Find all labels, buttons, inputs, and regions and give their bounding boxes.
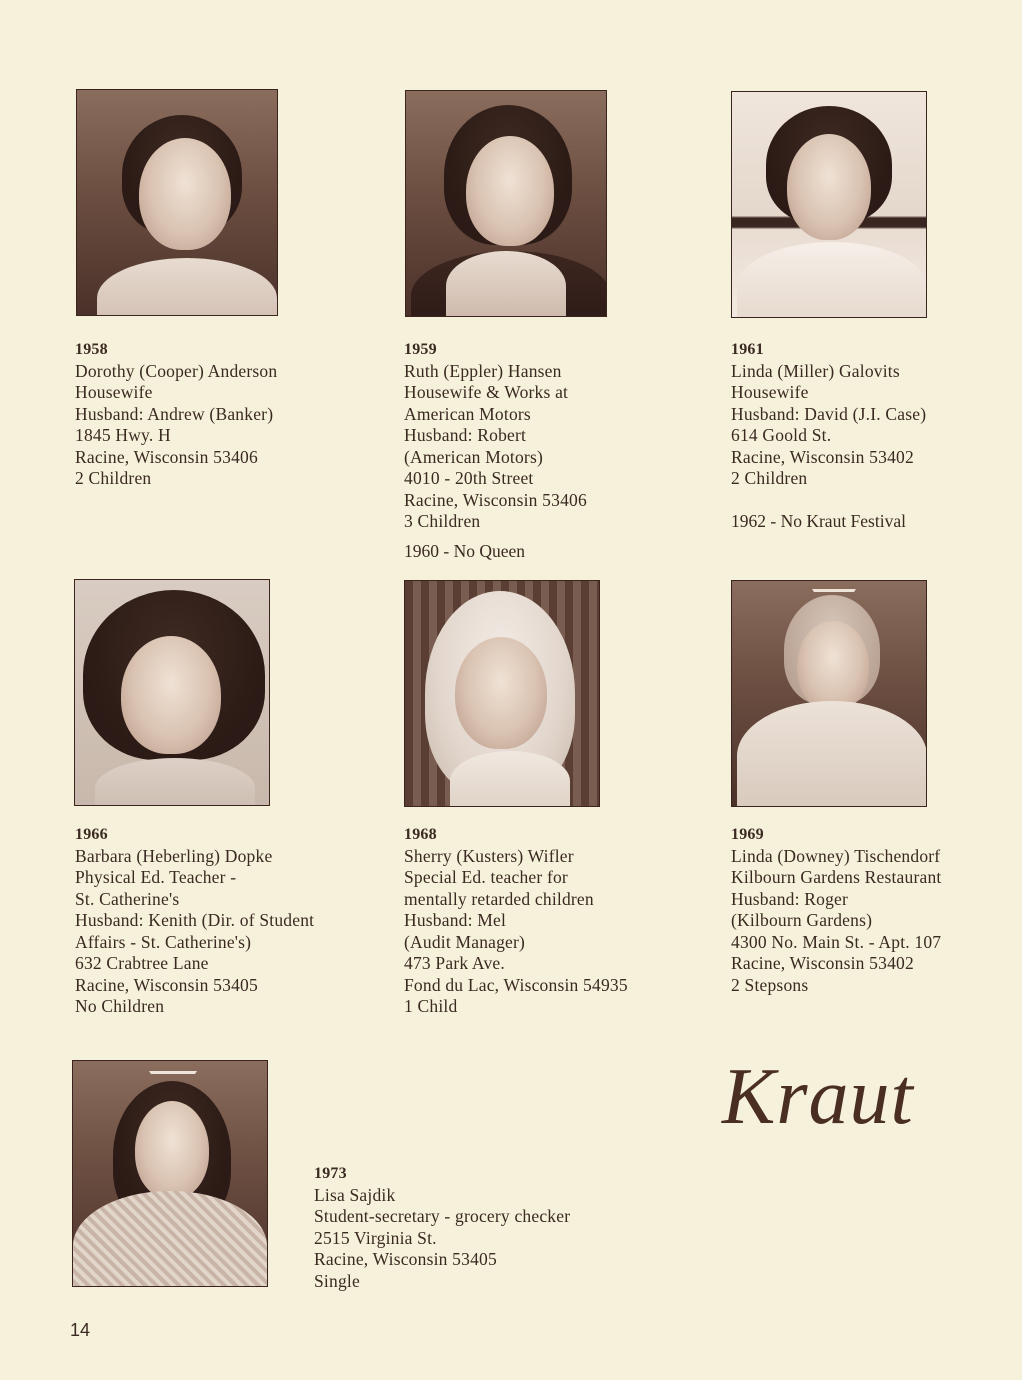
entry-line: (American Motors): [404, 446, 543, 467]
entry-line: Racine, Wisconsin 53402: [731, 446, 914, 467]
kraut-heading: Kraut: [722, 1053, 914, 1141]
entry-1966: [75, 824, 314, 1018]
entry-line: 4300 No. Main St. - Apt. 107: [731, 931, 942, 952]
entry-line: Kilbourn Gardens Restaurant: [731, 867, 942, 887]
entry-line: Husband: Robert: [404, 425, 527, 445]
entry-line: No Children: [75, 996, 165, 1016]
entry-line: Single: [314, 1270, 360, 1291]
entry-line: Husband: Roger: [731, 888, 849, 909]
entry-line: American Motors: [404, 403, 531, 424]
photo-1966: [74, 579, 270, 806]
photo-1959: [405, 90, 607, 317]
photo-1968: [404, 580, 600, 807]
entry-year: 1968: [404, 826, 437, 843]
entry-line: Special Ed. teacher for: [404, 867, 568, 887]
entry-line: Racine, Wisconsin 53406: [404, 489, 587, 510]
page-number: 14: [70, 1320, 91, 1340]
photo-1961: [731, 91, 927, 318]
entry-line: 3 Children: [404, 511, 481, 531]
entry-line: Racine, Wisconsin 53406: [75, 446, 258, 467]
entry-line: 2 Children: [75, 468, 152, 488]
entry-line: Racine, Wisconsin 53402: [731, 953, 914, 973]
entry-line: 1845 Hwy. H: [75, 425, 171, 445]
entry-line: Racine, Wisconsin 53405: [75, 974, 258, 995]
entry-line: 1 Child: [404, 996, 458, 1016]
entry-line: (Audit Manager): [404, 931, 526, 952]
entry-line: Fond du Lac, Wisconsin 54935: [404, 974, 628, 995]
entry-line: Student-secretary - grocery checker: [314, 1206, 571, 1226]
entry-line: 614 Goold St.: [731, 425, 832, 445]
entry-line: Husband: Mel: [404, 910, 507, 930]
entry-line: St. Catherine's: [75, 888, 180, 909]
entry-name: Ruth (Eppler) Hansen: [404, 360, 562, 381]
entry-1959: [404, 339, 587, 533]
entry-year: 1959: [404, 341, 437, 358]
photo-1958: [76, 89, 278, 316]
entry-1973: [314, 1163, 570, 1292]
entry-line: Husband: Kenith (Dir. of Student: [75, 910, 315, 930]
entry-name: Barbara (Heberling) Dopke: [75, 845, 273, 866]
entry-year: 1966: [75, 826, 108, 843]
entry-year: 1969: [731, 826, 764, 843]
entry-line: 4010 - 20th Street: [404, 468, 534, 488]
entry-line: 632 Crabtree Lane: [75, 953, 209, 973]
entry-name: Lisa Sajdik: [314, 1184, 396, 1205]
entry-1961: [731, 339, 926, 490]
entry-line: mentally retarded children: [404, 888, 594, 909]
entry-line: (Kilbourn Gardens): [731, 910, 873, 930]
entry-line: Housewife & Works at: [404, 382, 569, 402]
entry-name: Linda (Miller) Galovits: [731, 360, 900, 381]
photo-1973: [72, 1060, 268, 1287]
photo-1969: [731, 580, 927, 807]
entry-1958: [75, 339, 277, 490]
entry-1969: [731, 824, 942, 996]
entry-line: Husband: David (J.I. Case): [731, 403, 927, 424]
entry-name: Sherry (Kusters) Wifler: [404, 845, 574, 866]
entry-line: Housewife: [75, 382, 153, 402]
entry-line: Affairs - St. Catherine's): [75, 931, 252, 952]
entry-line: 2515 Virginia St.: [314, 1227, 437, 1248]
note-no-queen-1960: 1960 - No Queen: [404, 541, 526, 561]
entry-name: Linda (Downey) Tischendorf: [731, 845, 941, 866]
entry-line: 2 Children: [731, 468, 808, 488]
note-no-festival-1962: 1962 - No Kraut Festival: [731, 511, 906, 531]
entry-line: 2 Stepsons: [731, 974, 809, 995]
entry-year: 1958: [75, 341, 108, 358]
entry-name: Dorothy (Cooper) Anderson: [75, 360, 278, 381]
entry-year: 1961: [731, 341, 764, 358]
entry-line: Physical Ed. Teacher -: [75, 867, 237, 887]
entry-line: Housewife: [731, 382, 809, 402]
entry-line: Husband: Andrew (Banker): [75, 403, 274, 424]
entry-year: 1973: [314, 1165, 347, 1182]
entry-line: Racine, Wisconsin 53405: [314, 1249, 497, 1269]
entry-1968: [404, 824, 628, 1018]
entry-line: 473 Park Ave.: [404, 953, 505, 973]
